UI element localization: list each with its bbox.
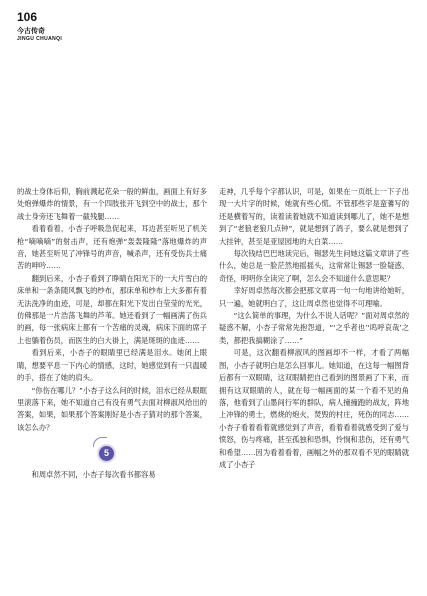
page-number: 106 [17, 10, 38, 24]
magazine-title: 今古传奇 [17, 27, 45, 35]
paragraph: “这么简单的事理，为什么不说人话呢？”面对周卓然的疑惑不解，小杏子常常先抱怨道，“‘之乎者也’‘呜呼哀哉’之类，都把我搞糊涂了……” [219, 311, 409, 345]
magazine-pinyin: JINGU CHUANQI [17, 36, 63, 42]
section-number-badge: 5 [99, 446, 114, 461]
paragraph: 和周卓然不同，小杏子每次看书都容易 [31, 470, 156, 480]
paragraph: 看到后来，小杏子的眼睛里已经满是泪水。她闭上眼睛，想要平息一下内心的情感，这时，她感觉到有一只温暖的手，搭在了她的肩头。 [17, 348, 207, 383]
page-header [17, 10, 62, 43]
paragraph: 每次钱结巴巴地读完后，锡瑟先生问她这篇文章讲了些什么，她总是一脸茫然地摇摇头，这常常让锡瑟一脸疑惑、奇怪，明明你全读完了啊，怎么会不知道什么意思呢？ [219, 249, 409, 283]
paragraph: 看着看着，小杏子呼吸急促起来，耳边甚至听见了机关枪“嘀嘀嘀”的射击声，还有炮弹“轰轰隆隆”落地爆炸的声音，她甚至听见了冲锋号的声音，喊杀声，还有受伤兵士痛苦的呻吟…… [17, 224, 207, 271]
paragraph: 的战士身体后仰，胸前溅起花朵一般的鲜血，画面上有好多处炮弹爆炸的情景，有一个四肢张开飞到空中的战士，那个战士身旁还飞舞着一截残腿…… [17, 187, 207, 221]
paragraph: 可是，这次翻看柳淑风的图画却不一样，才看了两幅图，小杏子就明白是怎么回事儿。她知道，在这每一幅图背后都有一双眼睛，这双眼睛把自己看到的图景画了下来，而拥有这双眼睛的人，就在每一幅画面的某一个看不见的角落，他看到了山墨间行军的群队，病人撞撞跑的战友，阵地上冲锋的勇士，燃烧的炮火，焚毁的村庄，死伤的同志……小杏子看着看着就感觉到了声音，看着看着就感受到了爱与愤怒，伤与疼痛，甚至孤独和恐惧，怜悯和悲伤，还有勇气和希望……因为看着看着，画幅之外的那双看不见的眼睛就成了小杏子 [219, 348, 409, 469]
paragraph: “你伤在哪儿？”小杏子这么问的时候，泪水已经从眼眶里滚落下来，她不知道自己有没有勇气去面对柳淑风给出的答案，如果，如果那个答案刚好是小杏子猜对的那个答案，该怎么办？ [17, 385, 207, 432]
paragraph: 翻到后来，小杏子看到了睁睛在阳光下的一大片雪白的床单和一条条随风飘飞的纱布，那床单和纱布上大多都有着无法洗净的血迹，可是，却都在阳光下发出白莹莹的光光，仿佛那是一片浩荡飞舞的芦苇。她还看到了一幅画满了伤兵的画，每一张病床上都有一个苦痛的灵魂，病床下面的席子上也躺着伤员，而医生的白大褂上，满是斑斑的血迹…… [17, 273, 207, 345]
paragraph: 走神，几乎每个字都认识，可是，如果在一页纸上一下子出现一大片字的时候，她就有些心慌。不管那些字是蛮蓍写的还是横着写的，读着读着她就不知道读到哪儿了，她不是想到了“老狼老狼几点钟”，就是想到了鸽子，要么就是想到了大挂钟，甚至是亚屋园地的大白菜…… [219, 187, 409, 246]
left-column [17, 186, 207, 482]
paragraph: 幸好周卓然每次都会把那文章再一句一句地讲给她听，只一遍，她就明白了，这让周卓然也觉得不可理喻。 [219, 286, 409, 308]
right-column [219, 186, 409, 471]
